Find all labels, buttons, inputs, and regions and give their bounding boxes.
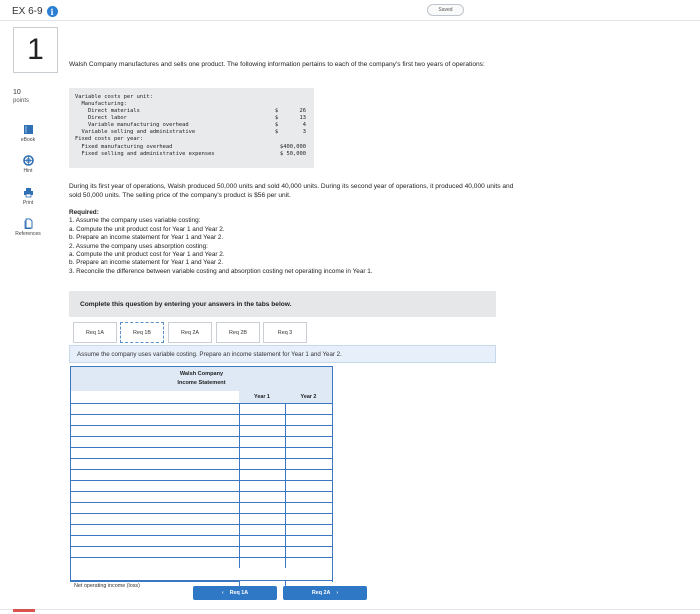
cost-dollar-sign: $ (275, 108, 279, 114)
required-heading: Required: (69, 209, 99, 216)
cost-value: 3 (302, 129, 306, 135)
net-operating-income-label: Net operating income (loss) (74, 583, 140, 589)
required-item: a. Compute the unit product cost for Year 1 and Year 2. (69, 251, 225, 259)
year1-amount-input[interactable] (239, 525, 285, 535)
statement-row (71, 458, 332, 469)
points-value: 10 (13, 89, 21, 96)
year2-amount-input[interactable] (285, 503, 332, 513)
tab-req-2a[interactable]: Req 2A (168, 322, 212, 343)
references-button[interactable] (6, 218, 50, 237)
year1-amount-input[interactable] (239, 459, 285, 469)
year2-amount-input[interactable] (285, 536, 332, 546)
tab-req-1b[interactable]: Req 1B (120, 322, 164, 343)
cost-value: $ 50,000 (280, 151, 306, 157)
year1-amount-input[interactable] (239, 547, 285, 557)
info-icon[interactable]: i (47, 6, 58, 17)
year1-amount-input[interactable] (239, 481, 285, 491)
chevron-left-icon: ‹ (221, 590, 224, 596)
required-item: b. Prepare an income statement for Year 1 and Year 2. (69, 234, 224, 242)
statement-row (71, 535, 332, 546)
row-label-input[interactable] (71, 503, 239, 513)
cost-line: Manufacturing: (75, 101, 127, 107)
lifebuoy-icon (23, 155, 34, 166)
intro-text: Walsh Company manufactures and sells one product. The following information pertains to each of the company's first two years of operations: (69, 61, 485, 68)
cost-dollar-sign: $ (275, 115, 279, 121)
footer-divider (0, 609, 700, 610)
cost-line: Fixed selling and administrative expenses (75, 151, 215, 157)
row-label-input[interactable] (71, 426, 239, 436)
year1-amount-input[interactable] (239, 503, 285, 513)
year2-amount-input[interactable] (285, 514, 332, 524)
row-label-input[interactable] (71, 470, 239, 480)
statement-title: Income Statement (177, 380, 226, 386)
year1-amount-input[interactable] (239, 437, 285, 447)
assignment-title: EX 6-9 (12, 6, 43, 17)
statement-row (71, 403, 332, 414)
assignment-title-area (12, 6, 58, 17)
question-number: 1 (13, 27, 58, 73)
operations-text: During its first year of operations, Walsh produced 50,000 units and sold 40,000 units. During its second year of operations, it produced 40,000 units and sold 50,000 units. The selling price of the company's product is $56 per unit. (69, 183, 514, 199)
references-label: References (15, 231, 41, 237)
year2-amount-input[interactable] (285, 415, 332, 425)
row-label-input[interactable] (71, 415, 239, 425)
required-item: a. Compute the unit product cost for Year 1 and Year 2. (69, 225, 225, 233)
row-label-input[interactable] (71, 525, 239, 535)
year2-amount-input[interactable] (285, 459, 332, 469)
cost-line: Variable costs per unit: (75, 94, 153, 100)
row-label-input[interactable] (71, 536, 239, 546)
row-label-input[interactable] (71, 437, 239, 447)
year1-amount-input[interactable] (239, 536, 285, 546)
ebook-button[interactable] (6, 124, 50, 143)
cost-value: 13 (299, 115, 306, 121)
required-item: 1. Assume the company uses variable costing: (69, 217, 201, 225)
statement-row (71, 513, 332, 524)
header-divider (0, 20, 700, 21)
tab-req-2b[interactable]: Req 2B (216, 322, 260, 343)
cost-value: $400,000 (280, 144, 306, 150)
required-item: 2. Assume the company uses absorption costing: (69, 242, 208, 250)
statement-row (71, 436, 332, 447)
row-label-input[interactable] (71, 514, 239, 524)
row-label-input[interactable] (71, 459, 239, 469)
saved-status-badge: Saved (427, 4, 464, 16)
cost-line: Variable selling and administrative (75, 129, 196, 135)
statement-row (71, 557, 332, 568)
document-icon (23, 218, 34, 229)
year1-amount-input[interactable] (239, 514, 285, 524)
cost-data-box (69, 88, 314, 168)
hint-label: Hint (23, 168, 33, 174)
statement-header (71, 367, 332, 391)
statement-row (71, 469, 332, 480)
next-req-label: Req 2A (311, 590, 331, 596)
tab-req-3[interactable]: Req 3 (263, 322, 307, 343)
year1-amount-input[interactable] (239, 415, 285, 425)
row-label-input[interactable] (71, 448, 239, 458)
row-label-input[interactable] (71, 481, 239, 491)
row-label-input[interactable] (71, 558, 239, 568)
print-label: Print (22, 200, 34, 206)
hint-button[interactable] (6, 155, 50, 174)
ebook-label: eBook (20, 137, 36, 143)
book-icon (23, 124, 34, 135)
cost-line: Fixed costs per year: (75, 136, 144, 142)
income-statement-table (70, 366, 333, 589)
year2-amount-input[interactable] (285, 481, 332, 491)
cost-line: Fixed manufacturing overhead (75, 144, 173, 150)
year1-amount-input[interactable] (239, 492, 285, 502)
prev-req-label: Req 1A (229, 590, 249, 596)
statement-row (71, 414, 332, 425)
year1-amount-input[interactable] (239, 426, 285, 436)
statement-row (71, 425, 332, 436)
statement-row (71, 524, 332, 535)
row-label-input[interactable] (71, 404, 239, 414)
year1-amount-input[interactable] (239, 448, 285, 458)
year2-amount-input[interactable] (285, 404, 332, 414)
column-header-year2: Year 2 (285, 391, 332, 403)
cost-dollar-sign: $ (275, 129, 279, 135)
cost-line: Direct labor (75, 115, 127, 121)
row-label-input[interactable] (71, 547, 239, 557)
year1-amount-input[interactable] (239, 404, 285, 414)
print-button[interactable] (6, 187, 50, 206)
tab-instruction: Assume the company uses variable costing. Prepare an income statement for Year 1 and Year 2. (69, 345, 496, 363)
cost-line: Variable manufacturing overhead (75, 122, 189, 128)
statement-company: Walsh Company (179, 371, 224, 377)
points-label: points (13, 98, 30, 104)
prev-req-button[interactable] (193, 586, 277, 600)
year1-amount-input[interactable] (239, 470, 285, 480)
cost-line: Direct materials (75, 108, 140, 114)
next-req-button[interactable] (283, 586, 367, 600)
cost-value: 26 (299, 108, 306, 114)
year2-amount-input[interactable] (285, 547, 332, 557)
year1-amount-input[interactable] (239, 558, 285, 568)
row-label-input[interactable] (71, 492, 239, 502)
statement-row (71, 546, 332, 557)
required-item: b. Prepare an income statement for Year 1 and Year 2. (69, 259, 224, 267)
year2-amount-input[interactable] (285, 525, 332, 535)
cost-dollar-sign: $ (275, 122, 279, 128)
cost-value: 4 (302, 122, 306, 128)
required-section (69, 209, 519, 276)
statement-row (71, 480, 332, 491)
year2-amount-input[interactable] (285, 437, 332, 447)
year2-amount-input[interactable] (285, 448, 332, 458)
statement-row (71, 447, 332, 458)
year2-amount-input[interactable] (285, 492, 332, 502)
footer-accent (13, 609, 35, 612)
statement-row (71, 491, 332, 502)
tab-req-1a[interactable]: Req 1A (73, 322, 117, 343)
complete-instruction-bar: Complete this question by entering your answers in the tabs below. (69, 291, 496, 317)
year2-amount-input[interactable] (285, 558, 332, 568)
chevron-right-icon: › (336, 590, 339, 596)
statement-row (71, 502, 332, 513)
year2-amount-input[interactable] (285, 470, 332, 480)
year2-amount-input[interactable] (285, 426, 332, 436)
printer-icon (23, 187, 34, 198)
points-display (13, 89, 29, 105)
column-header-year1: Year 1 (239, 391, 285, 403)
required-item: 3. Reconcile the difference between variable costing and absorption costing net operating income in Year 1. (69, 267, 373, 275)
